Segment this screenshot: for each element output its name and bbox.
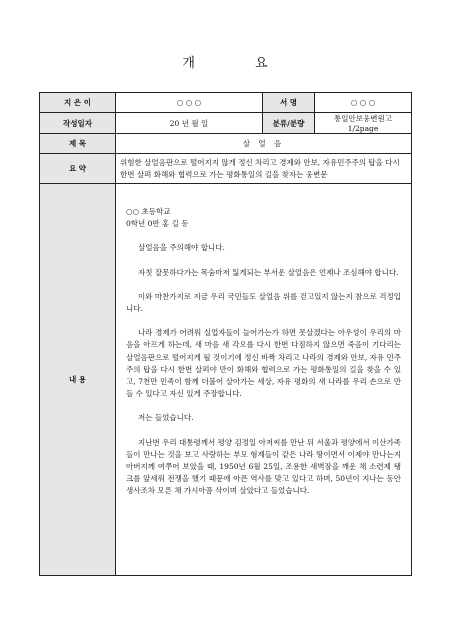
paragraph-4: 나라 경제가 어려워 실업자들이 늘어가는가 하면 못살겠다는 아우성이 우리의 마음을 아프게 하는데, 새 마음 새 각오를 다시 한번 다짐하지 않으면 죽음이 기다리는 살얼음판으로 떨어지게 될 것이기에 정신 바짝 차리고 나라의 경제와 안보, 자유 민주주의 탑을 다시 한번 살펴야 만이 화해와 협력으로 가는 평화통일의 길을 찾을 수 있고, 7천만 민족이 함께 더불어 살아가는 세상, 자유 평화의 새 나라를 우리 손으로 만들 수 있다고 자신 있게 주장합니다. — [126, 328, 401, 399]
paragraph-1: 살얼음을 주의해야 합니다. — [138, 243, 225, 253]
subject-value: 살 얼 음 — [116, 134, 412, 154]
category-value: 통일안보웅변원고 1/2page — [315, 113, 412, 134]
category-label: 분류/분량 — [263, 113, 315, 134]
author-value: ○ ○ ○ — [116, 93, 263, 113]
school-name: ○○ 초등학교 — [126, 207, 171, 216]
author-label: 지 은 이 — [40, 93, 116, 113]
paragraph-2: 자칫 잘못하다가는 목숨마저 잃게되는 부서운 살얼음은 언제나 조심해야 합니다. — [138, 267, 399, 277]
overview-form-table — [39, 92, 412, 576]
date-label: 작성일자 — [40, 113, 116, 134]
paragraph-6: 지난번 우리 대통령께서 평양 김정일 아저씨를 만난 뒤 서울과 평양에서 이산가족들이 만나는 것을 보고 사랑하는 부모 형제들이 같은 나라 땅이면서 이제야 만나는지 아버지께 여쭈어 보았을 때, 1950년 6월 25일, 조용한 새벽잠을 깨운 채 소련제 탱크를 앞세워 전쟁을 했기 때문에 아픈 역사를 맞고 있다고 하며, 50년이 지나는 동안 생사조차 모른 채 가시아픔 삭이며 살았다고 들었습니다. — [126, 437, 401, 496]
date-value: 20 년 월 일 — [116, 113, 263, 134]
subject-label: 제 목 — [40, 134, 116, 154]
summary-label: 요 약 — [40, 154, 116, 184]
content-body — [116, 184, 412, 576]
signature-value: ○ ○ ○ — [315, 93, 412, 113]
paragraph-3: 이와 마찬가지로 지금 우리 국민들도 살얼음 위를 걷고있지 않는지 참으로 걱정입니다. — [126, 291, 401, 314]
student-name: 0학년 0반 홍 길 동 — [126, 219, 189, 229]
signature-label: 서 명 — [263, 93, 315, 113]
page-title: 개 요 — [182, 56, 296, 71]
paragraph-5: 저는 들었습니다. — [138, 413, 194, 423]
content-label: 내 용 — [40, 184, 116, 576]
summary-value: 위험한 살얼음판으로 떨어지지 않게 정신 차리고 경제와 안보, 자유민주주의 탑을 다시 한번 살펴 화해와 협력으로 가는 평화통일의 길을 찾자는 웅변문 — [116, 154, 412, 184]
